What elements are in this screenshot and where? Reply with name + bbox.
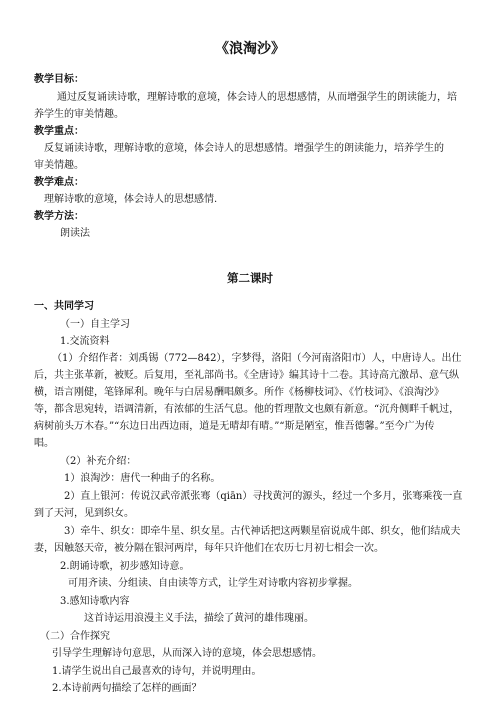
key-points-label: 教学重点： [34,126,84,137]
difficulties-text: 理解诗歌的意境，体会诗人的思想感情. [44,194,218,205]
lesson-title: 第二课时 [227,271,273,285]
supplement-label: （2）补充介绍： [60,456,137,467]
objectives-line-2: 养学生的审美情趣。 [34,109,124,120]
key-points-line-1: 反复诵读诗歌，理解诗歌的意境，体会诗人的思想感情。增强学生的朗读能力，培养学生的 [44,143,444,154]
item2-desc: 可用齐读、分组读、自由读等方式，让学生对诗歌内容初步掌握。 [68,578,358,589]
intro-line-5: 病树前头万木春。”“东边日出西边雨，道是无晴却有晴。”“斯是陋室，惟吾德馨。”至今广为传 [34,421,435,432]
intro-line-3: 横，语言刚健，笔锋犀利。晚年与白居易酬唱颇多。所作《杨柳枝词》、《竹枝词》、《浪淘沙》 [34,387,444,398]
methods-label: 教学方法： [34,211,84,222]
key-points-line-2: 审美情趣。 [34,160,84,171]
intro-line-2: 后，共主张革新，被贬。后复用，至礼部尚书。《全唐诗》编其诗十二卷。其诗高亢激昂、意气纵 [34,370,459,381]
subsection-heading: （一）自主学习 [60,319,130,330]
supplement-3-line-1: 3）牵牛、织女：即牵牛星、织女星。古代神话把这两颗星宿说成牛郎、织女，他们结成夫 [64,526,461,537]
section-heading: 一、共同学习 [34,301,94,312]
methods-text: 朗读法 [60,228,90,239]
sub2-desc: 引导学生理解诗句意思，从而深入诗的意境，体会思想感情。 [52,648,322,659]
objectives-label: 教学目标： [34,74,84,85]
objectives-line-1: 通过反复诵读诗歌，理解诗歌的意境，体会诗人的思想感情，从而增强学生的朗读能力，培 [57,92,457,103]
intro-line-1: （1）介绍作者：刘禹锡（772—842），字梦得，洛阳（今河南洛阳市）人，中唐诗人。出仕 [52,353,462,364]
intro-line-6: 唱。 [34,438,54,449]
supplement-3-line-2: 妻，因触怒天帝，被分隔在银河两岸，每年只许他们在农历七月初七相会一次。 [34,543,384,554]
document-title: 《浪淘沙》 [215,41,285,57]
supplement-2-line-1: 2）直上银河：传说汉武帝派张骞（qiān）寻找黄河的源头，经过一个多月，张骞乘筏一直 [64,491,463,502]
supplement-1: 1）浪淘沙：唐代一种曲子的名称。 [64,473,221,484]
intro-line-4: 等，都含思宛转，语调清新，有浓郁的生活气息。他的哲理散文也颇有新意。“沉舟侧畔千帆过， [34,404,460,415]
list-item: 3.感知诗歌内容 [60,596,130,607]
supplement-2-line-2: 到了天河，见到织女。 [34,508,134,519]
item3-desc: 这首诗运用浪漫主义手法，描绘了黄河的雄伟瑰丽。 [84,613,314,624]
list-item: 1.交流资料 [60,336,110,347]
subsection-heading: （二）合作探究 [40,631,110,642]
difficulties-label: 教学难点： [34,177,84,188]
list-item: 2.朗诵诗歌，初步感知诗意。 [60,561,190,572]
list-item: 1.请学生说出自己最喜欢的诗句，并说明理由。 [52,666,262,677]
list-item: 2.本诗前两句描绘了怎样的画面？ [52,683,202,694]
